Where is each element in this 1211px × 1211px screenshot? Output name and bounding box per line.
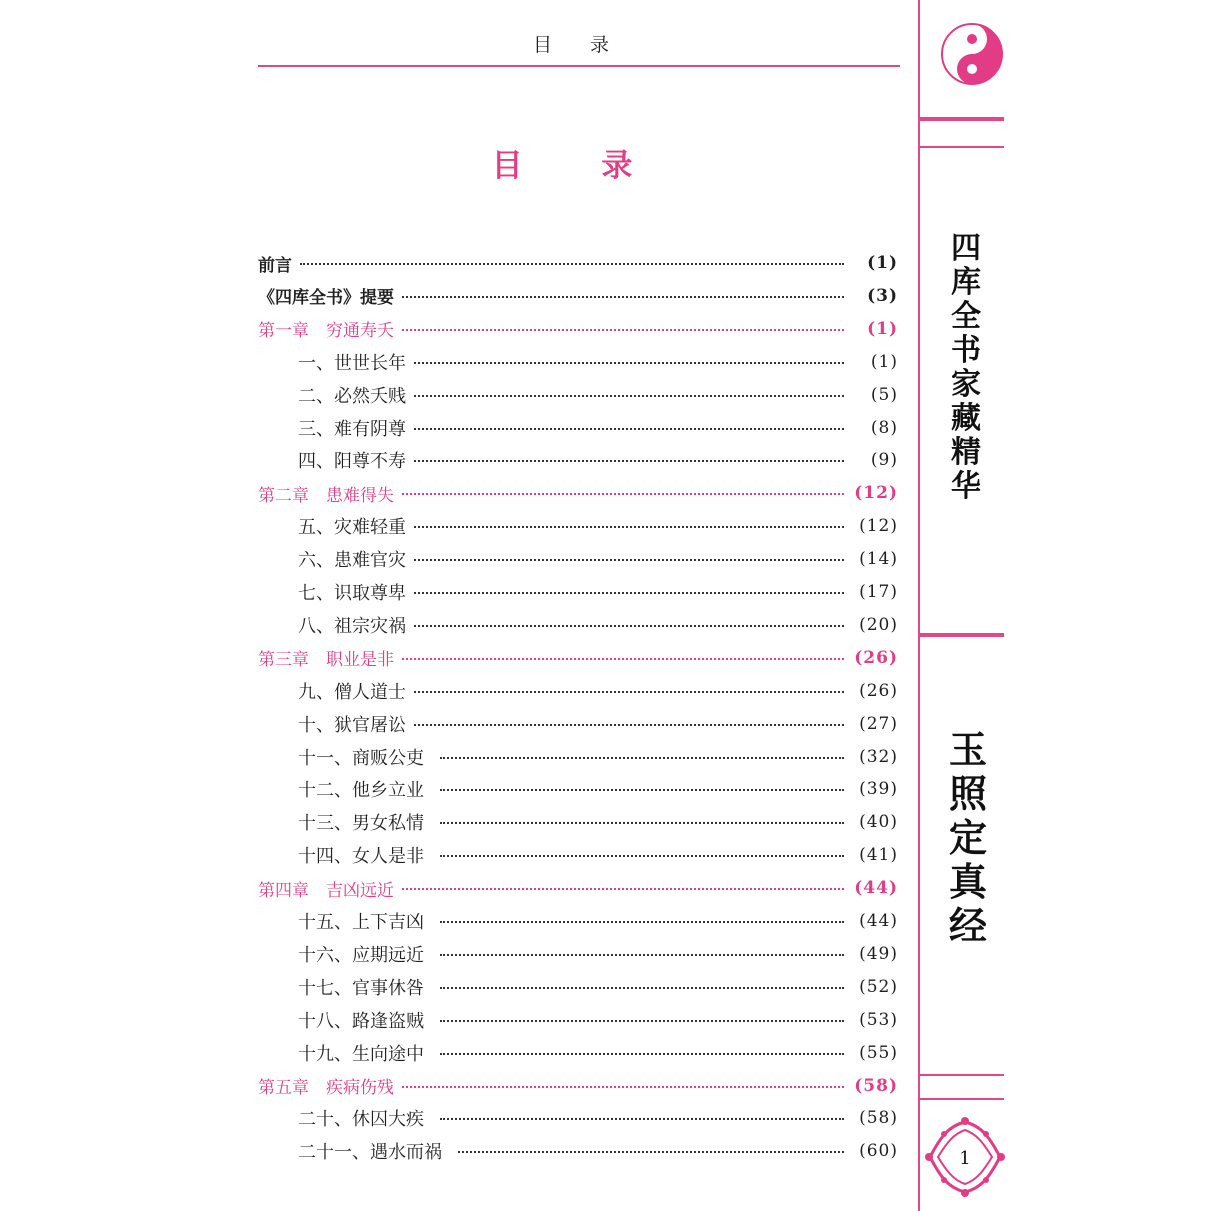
dot-leader — [414, 362, 844, 364]
toc-entry-label: 第一章 穷通寿夭 — [258, 321, 394, 342]
toc-entry-label: 十七、官事休咎 — [298, 977, 424, 999]
dot-leader — [440, 987, 844, 989]
toc-item-entry — [258, 972, 898, 1002]
toc-entry-page: (58) — [854, 1075, 898, 1096]
toc-item-entry — [258, 807, 898, 837]
toc-chapter-entry — [258, 314, 898, 344]
dot-leader — [440, 921, 844, 923]
toc-entry-page: (32) — [859, 746, 898, 767]
toc-entry-label: 第五章 疾病伤残 — [258, 1078, 394, 1098]
dot-leader — [402, 493, 844, 495]
toc-entry-label: 八、祖宗灾祸 — [298, 615, 406, 637]
dot-leader — [402, 1086, 844, 1088]
toc-entry-label: 十、狱官屠讼 — [298, 714, 406, 736]
toc-item-entry — [258, 676, 898, 706]
header-rule — [258, 65, 900, 67]
toc-entry-label: 十二、他乡立业 — [298, 780, 424, 802]
dot-leader — [414, 395, 844, 397]
band-rule — [920, 117, 1004, 121]
toc-chapter-entry — [258, 643, 898, 673]
toc-chapter-entry — [258, 873, 898, 903]
toc-entry-label: 第三章 职业是非 — [258, 650, 394, 671]
toc-entry-page: (17) — [859, 582, 898, 602]
band-border-left — [918, 0, 920, 1211]
toc-entry-page: (52) — [859, 976, 898, 997]
dot-leader — [414, 526, 844, 528]
toc-entry-label: 前言 — [258, 255, 292, 276]
toc-entry-page: (55) — [859, 1042, 898, 1063]
toc-entry-page: (39) — [859, 779, 898, 800]
toc-item-entry — [258, 1136, 898, 1166]
toc-item-entry — [258, 544, 898, 574]
toc-entry-page: (44) — [854, 878, 898, 899]
toc-entry-label: 九、僧人道士 — [298, 681, 406, 703]
toc-entry-page: (53) — [859, 1009, 898, 1030]
toc-entry-page: (1) — [867, 318, 898, 339]
toc-entry-page: (12) — [854, 483, 898, 504]
toc-entry-label: 二十、休囚大疾 — [298, 1109, 424, 1131]
running-header: 目 录 — [532, 34, 626, 56]
toc-entry-label: 十八、路逢盗贼 — [298, 1010, 424, 1032]
dot-leader — [402, 296, 844, 298]
toc-item-entry — [258, 413, 898, 443]
toc-item-entry — [258, 840, 898, 870]
toc-entry-label: 七、识取尊卑 — [298, 583, 406, 604]
toc-entry-label: 第四章 吉凶远近 — [258, 880, 394, 901]
dot-leader — [402, 888, 844, 890]
toc-item-entry — [258, 577, 898, 607]
toc-item-entry — [258, 1005, 898, 1035]
toc-item-entry — [258, 347, 898, 377]
toc-entry-page: (58) — [859, 1108, 898, 1129]
toc-item-entry — [258, 1103, 898, 1133]
dot-leader — [440, 757, 844, 759]
page-title: 目 录 — [491, 148, 667, 184]
toc-entry-label: 二、必然夭贱 — [298, 385, 406, 407]
toc-item-entry — [258, 1038, 898, 1068]
band-rule — [920, 146, 1004, 148]
toc-entry-page: (49) — [859, 943, 898, 964]
toc-item-entry — [258, 511, 898, 541]
toc-item-entry — [258, 445, 898, 475]
toc-entry-page: (5) — [870, 384, 898, 405]
page-number: 1 — [959, 1148, 971, 1169]
toc-entry-label: 三、难有阴尊 — [298, 418, 406, 440]
toc-entry-label: 一、世世长年 — [298, 352, 406, 374]
toc-entry-page: (1) — [867, 253, 898, 273]
toc-entry-page: (9) — [870, 450, 898, 471]
toc-entry-page: (26) — [854, 647, 898, 668]
toc-entry-label: 十九、生向途中 — [298, 1043, 424, 1065]
toc-entry-label: 十四、女人是非 — [298, 846, 424, 868]
taiji-icon — [940, 22, 1004, 86]
toc-entry-page: (60) — [859, 1141, 898, 1162]
dot-leader — [414, 691, 844, 693]
dot-leader — [402, 329, 844, 331]
toc-chapter-entry — [258, 1071, 898, 1101]
toc-entry-label: 十五、上下吉凶 — [298, 912, 424, 933]
toc-item-entry — [258, 906, 898, 936]
toc-entry-page: (20) — [859, 614, 898, 635]
toc-entry-page: (14) — [859, 549, 898, 570]
dot-leader — [414, 428, 844, 430]
band-rule — [920, 633, 1004, 637]
toc-entry-page: (1) — [870, 351, 898, 372]
dot-leader — [402, 658, 844, 660]
toc-entry-label: 第二章 患难得失 — [258, 485, 394, 506]
toc-section-entry — [258, 281, 898, 311]
toc-item-entry — [258, 610, 898, 640]
dot-leader — [440, 1118, 844, 1120]
toc-item-entry — [258, 742, 898, 772]
dot-leader — [440, 855, 844, 857]
dot-leader — [414, 592, 844, 594]
toc-item-entry — [258, 380, 898, 410]
toc-entry-label: 五、灾难轻重 — [298, 517, 406, 539]
dot-leader — [414, 559, 844, 561]
toc-entry-page: (8) — [870, 417, 898, 438]
toc-entry-page: (44) — [859, 911, 898, 931]
toc-entry-label: 十三、男女私情 — [298, 813, 424, 835]
toc-item-entry — [258, 774, 898, 804]
toc-entry-label: 十一、商贩公吏 — [298, 747, 424, 769]
toc-entry-label: 《四库全书》提要 — [258, 288, 394, 309]
dot-leader — [440, 789, 844, 791]
dot-leader — [414, 625, 844, 627]
toc-entry-page: (26) — [859, 680, 898, 701]
toc-section-entry — [258, 248, 898, 278]
band-rule — [920, 1074, 1004, 1076]
dot-leader — [440, 822, 844, 824]
dot-leader — [414, 724, 844, 726]
toc-chapter-entry — [258, 478, 898, 508]
dot-leader — [440, 954, 844, 956]
dot-leader — [300, 263, 844, 265]
band-rule — [920, 1098, 1004, 1100]
toc-item-entry — [258, 709, 898, 739]
toc-entry-label: 十六、应期远近 — [298, 944, 424, 966]
dot-leader — [414, 460, 844, 462]
toc-item-entry — [258, 939, 898, 969]
toc-entry-label: 四、阳尊不寿 — [298, 451, 406, 473]
toc-entry-page: (3) — [867, 285, 898, 306]
toc-entry-page: (12) — [859, 516, 898, 537]
book-title: 玉 照 定 真 经 — [948, 727, 987, 948]
toc-entry-label: 二十一、遇水而祸 — [298, 1142, 442, 1164]
toc-entry-page: (27) — [859, 713, 898, 734]
dot-leader — [458, 1151, 844, 1153]
dot-leader — [440, 1053, 844, 1055]
series-title: 四 库 全 书 家 藏 精 华 — [951, 231, 981, 504]
dot-leader — [440, 1020, 844, 1022]
toc-entry-page: (40) — [859, 812, 898, 833]
toc-entry-label: 六、患难官灾 — [298, 550, 406, 572]
toc-entry-page: (41) — [859, 845, 898, 866]
